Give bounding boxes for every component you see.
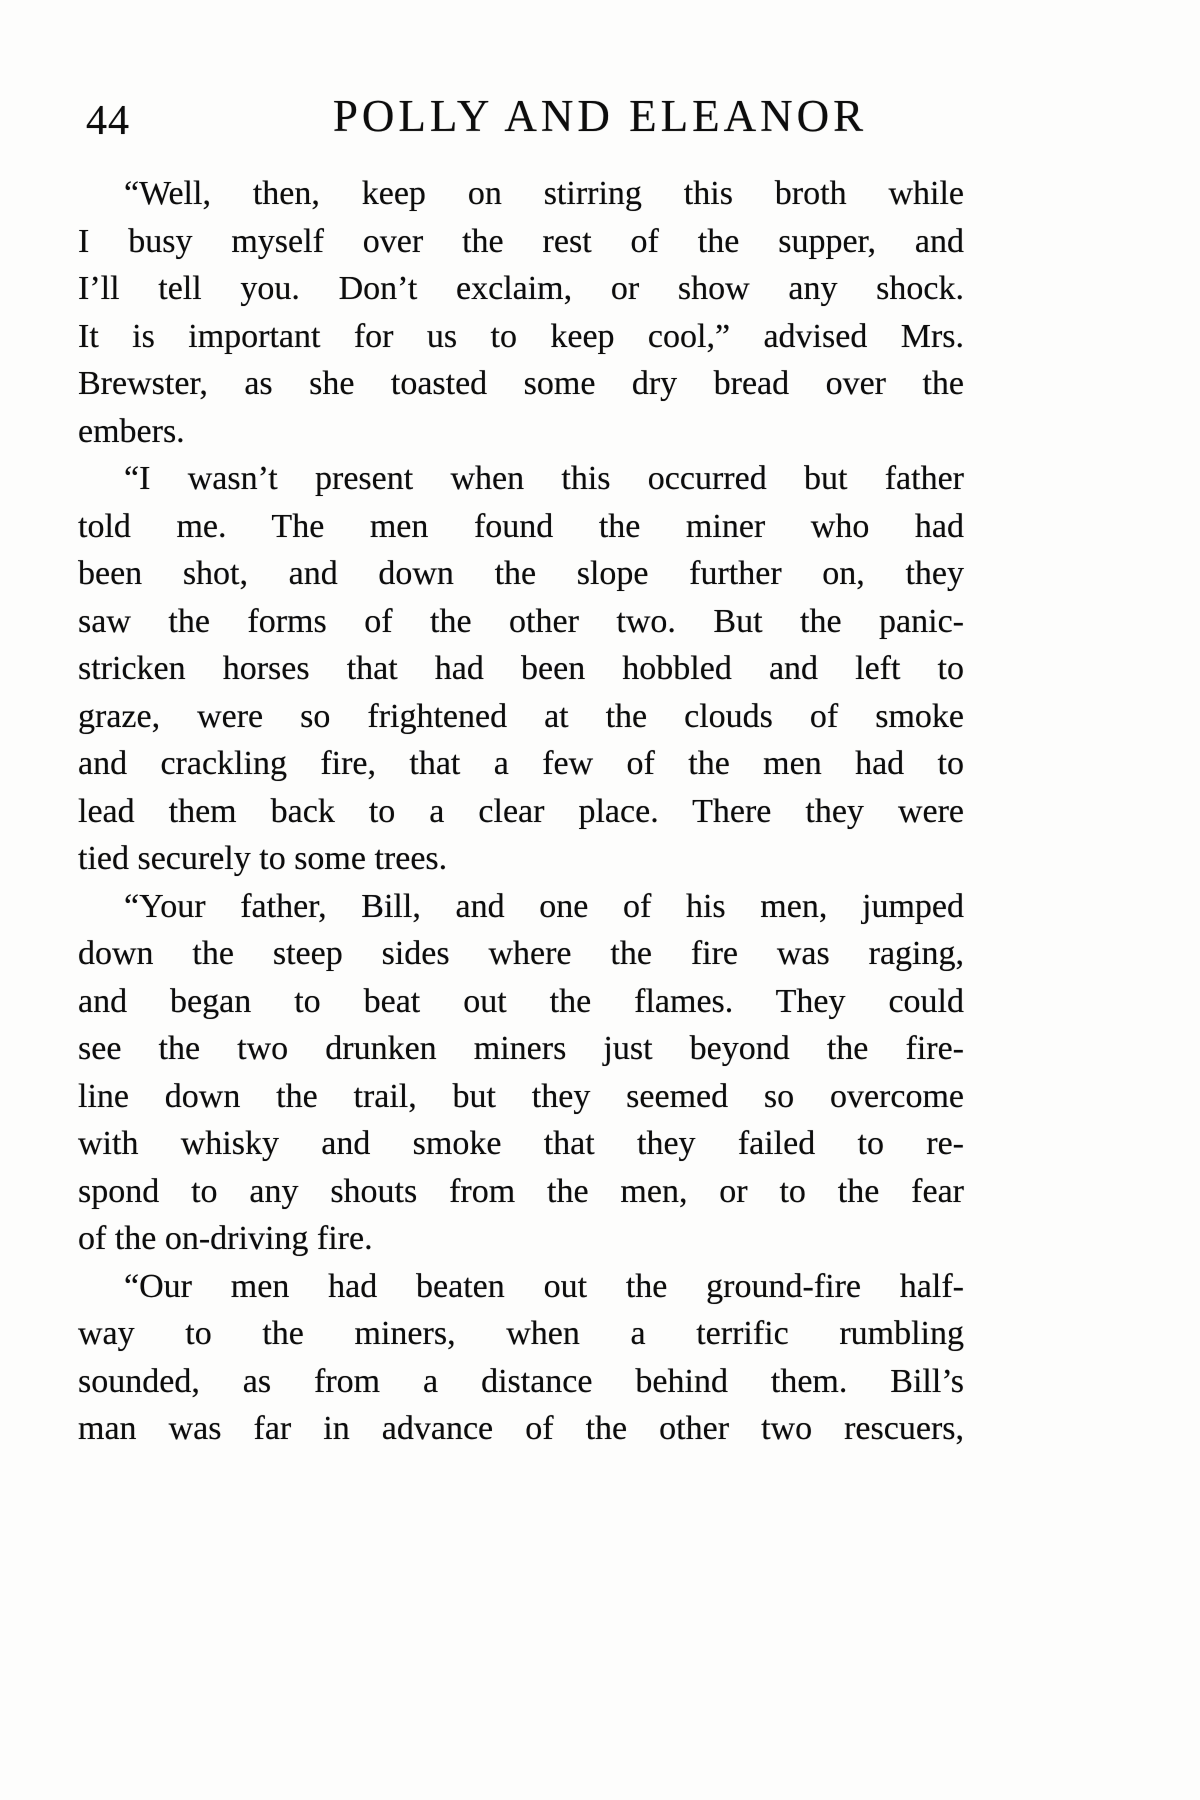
text-line: man was far in advance of the other two rescuers, [78, 1410, 964, 1447]
running-title: POLLY AND ELEANOR [332, 91, 868, 141]
paragraph-1 [78, 170, 964, 455]
text-line: “Your father, Bill, and one of his men, jumped [124, 887, 964, 925]
text-line: It is important for us to keep cool,” advised Mrs. [78, 317, 964, 355]
text-line: of the on-driving fire. [78, 1220, 373, 1257]
text-line: down the steep sides where the fire was raging, [78, 935, 964, 972]
text-line: I’ll tell you. Don’t exclaim, or show any shock. [78, 270, 964, 307]
text-line: see the two drunken miners just beyond the fire- [78, 1030, 964, 1067]
paragraph-2 [78, 455, 964, 883]
text-line: line down the trail, but they seemed so overcome [78, 1077, 964, 1115]
text-line: “Well, then, keep on stirring this broth while [124, 175, 964, 212]
page-number: 44 [86, 98, 130, 144]
text-line: “Our men had beaten out the ground-fire half- [124, 1267, 964, 1305]
text-line: spond to any shouts from the men, or to the fear [78, 1172, 964, 1210]
text-line: embers. [78, 412, 185, 450]
text-line: been shot, and down the slope further on, they [78, 555, 964, 592]
text-line: and began to beat out the flames. They could [78, 982, 964, 1020]
text-line: “I wasn’t present when this occurred but father [124, 460, 964, 497]
text-line: Brewster, as she toasted some dry bread over the [78, 365, 964, 402]
text-line: I busy myself over the rest of the supper, and [78, 222, 964, 260]
text-line: stricken horses that had been hobbled and left to [78, 650, 964, 687]
text-line: saw the forms of the other two. But the panic- [78, 602, 964, 640]
text-line: lead them back to a clear place. There they were [78, 792, 964, 830]
text-line: way to the miners, when a terrific rumbling [78, 1315, 964, 1352]
text-line: and crackling fire, that a few of the men had to [78, 745, 964, 782]
text-line: sounded, as from a distance behind them. Bill’s [78, 1362, 964, 1400]
paragraph-4 [78, 1263, 964, 1453]
paragraph-3 [78, 883, 964, 1263]
text-line: graze, were so frightened at the clouds of smoke [78, 697, 964, 735]
page-header [0, 92, 1200, 146]
text-line: with whisky and smoke that they failed to re- [78, 1125, 964, 1162]
page-body [78, 170, 964, 1453]
text-line: tied securely to some trees. [78, 840, 448, 877]
text-line: told me. The men found the miner who had [78, 507, 964, 545]
